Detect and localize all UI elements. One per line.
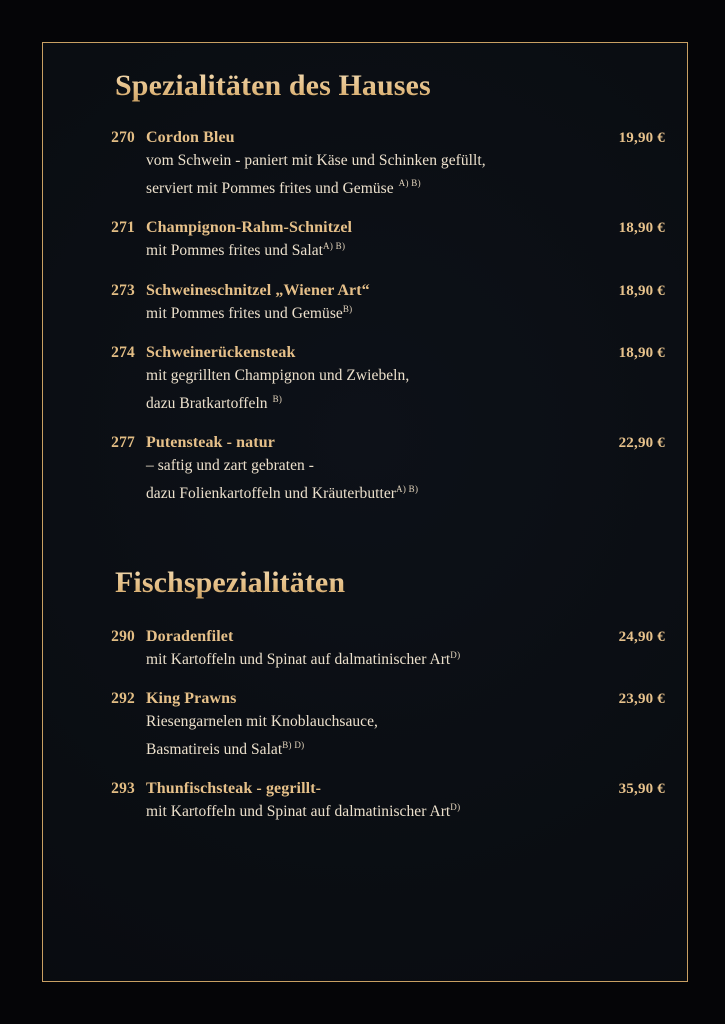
menu-item [73, 282, 667, 328]
item-number: 290 [111, 627, 135, 645]
item-number: 293 [111, 780, 135, 798]
item-description-line [146, 708, 667, 736]
description-text: mit Pommes frites und Gemüse [146, 304, 343, 322]
item-description-line [146, 300, 667, 328]
allergen-marks: A) B) [396, 483, 419, 494]
item-description-line [146, 362, 667, 390]
item-description-line [146, 646, 667, 674]
description-text: mit gegrillten Champignon und Zwiebeln, [146, 367, 410, 385]
item-description-line [146, 798, 667, 826]
description-text: Riesengarnelen mit Knoblauchsauce, [146, 713, 378, 731]
item-price: 18,90 € [618, 282, 665, 299]
decorative-gold-frame [42, 42, 688, 982]
item-number: 277 [111, 434, 135, 452]
item-number: 292 [111, 690, 135, 708]
allergen-marks: B) [272, 393, 283, 404]
item-title: King Prawns [146, 690, 237, 708]
item-number: 270 [111, 129, 135, 146]
item-price: 19,90 € [618, 130, 665, 146]
description-text: Basmatireis und Salat [146, 740, 283, 758]
menu-item-header [73, 690, 667, 708]
item-number: 271 [111, 219, 135, 237]
section-heading: Spezialitäten des Hauses [115, 69, 667, 103]
item-number: 273 [111, 281, 135, 299]
menu-item-header [73, 344, 667, 362]
item-description-line [146, 452, 667, 480]
description-text: vom Schwein - paniert mit Käse und Schinken gefüllt, [146, 152, 486, 169]
item-description-line [146, 736, 667, 764]
allergen-marks: B) D) [282, 739, 305, 750]
item-description-line [146, 175, 667, 203]
menu-item-header [73, 780, 667, 798]
menu-item [73, 628, 667, 674]
menu-item [73, 129, 667, 202]
item-title: Schweineschnitzel „Wiener Art“ [146, 281, 370, 299]
item-description-line [146, 390, 667, 418]
description-text: mit Kartoffeln und Spinat auf dalmatinischer Art [146, 803, 451, 821]
item-title: Schweinerückensteak [146, 344, 296, 362]
menu-item [73, 434, 667, 507]
item-price: 35,90 € [618, 781, 665, 798]
section-spezialitaeten-des-hauses [73, 69, 667, 508]
allergen-marks: D) [450, 802, 461, 813]
section-heading: Fischspezialitäten [115, 566, 667, 600]
description-text: dazu Folienkartoffeln und Kräuterbutter [146, 485, 397, 503]
menu-item-header [73, 219, 667, 237]
item-price: 18,90 € [618, 220, 665, 237]
item-number: 274 [111, 344, 135, 362]
item-title: Putensteak - natur [146, 434, 275, 452]
allergen-marks: A) B) [323, 241, 346, 251]
section-fischspezialitaeten [73, 566, 667, 826]
menu-item-header [73, 434, 667, 452]
description-text: – saftig und zart gebraten - [146, 457, 314, 475]
allergen-marks: D) [450, 649, 461, 660]
item-title: Thunfischsteak - gegrillt- [146, 780, 322, 798]
item-price: 24,90 € [618, 628, 665, 645]
allergen-marks: B) [342, 303, 353, 314]
description-text: dazu Bratkartoffeln [146, 394, 268, 412]
menu-item [73, 219, 667, 265]
menu-item [73, 690, 667, 763]
menu-item [73, 344, 667, 417]
item-price: 22,90 € [618, 435, 665, 452]
item-price: 23,90 € [618, 691, 665, 708]
menu-content [43, 43, 687, 981]
item-description-line [146, 237, 667, 265]
menu-item-header [73, 628, 667, 646]
item-title: Cordon Bleu [146, 129, 235, 146]
item-price: 18,90 € [618, 345, 665, 362]
menu-item [73, 780, 667, 826]
item-title: Champignon-Rahm-Schnitzel [146, 219, 353, 237]
allergen-marks: A) B) [398, 178, 421, 189]
description-text: mit Kartoffeln und Spinat auf dalmatinischer Art [146, 650, 451, 668]
item-title: Doradenfilet [146, 627, 234, 645]
description-text: serviert mit Pommes frites und Gemüse [146, 179, 394, 197]
menu-item-header [73, 129, 667, 147]
menu-item-header [73, 282, 667, 300]
item-description-line [146, 147, 667, 175]
description-text: mit Pommes frites und Salat [146, 242, 324, 260]
item-description-line [146, 480, 667, 508]
